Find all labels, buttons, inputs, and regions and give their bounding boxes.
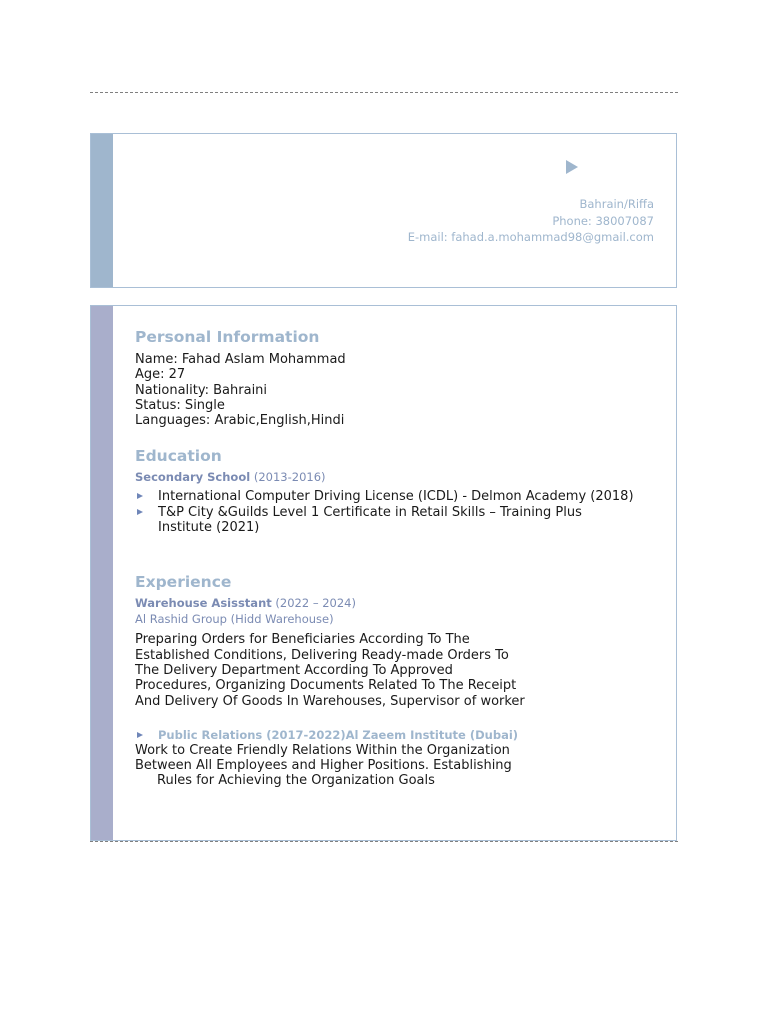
list-item <box>135 505 635 536</box>
main-content-box <box>90 305 677 841</box>
phone-text: Phone: 38007087 <box>552 213 654 228</box>
triangle-bullet-icon <box>137 493 143 499</box>
job1-desc-line: Procedures, Organizing Documents Related To The Receipt <box>135 678 517 694</box>
job1-company: Al Rashid Group (Hidd Warehouse) <box>135 612 334 627</box>
status-line: Status: Single <box>135 397 225 413</box>
triangle-bullet-icon <box>137 509 143 515</box>
job1-desc-line: And Delivery Of Goods In Warehouses, Supervisor of worker <box>135 693 525 709</box>
school-name: Secondary School <box>135 470 251 485</box>
languages-line: Languages: Arabic,English,Hindi <box>135 413 345 429</box>
education-item-text: International Computer Driving License (ICDL) - Delmon Academy (2018) <box>158 489 634 505</box>
top-dashed-divider <box>90 92 678 93</box>
personal-info-title: Personal Information <box>135 328 320 346</box>
job1-description <box>135 632 635 708</box>
nationality-line: Nationality: Bahraini <box>135 382 268 398</box>
location-text: Bahrain/Riffa <box>579 197 654 211</box>
list-item <box>135 489 635 504</box>
email-text: E-mail: fahad.a.mohammad98@gmail.com <box>407 230 654 244</box>
main-accent-bar <box>91 306 113 840</box>
job1-desc-line: Established Conditions, Delivering Ready-made Orders To <box>135 647 509 663</box>
job2-heading <box>135 728 635 743</box>
header-accent-bar <box>91 134 113 287</box>
job2-description <box>135 743 635 789</box>
triangle-bullet-icon <box>137 732 143 738</box>
job1-years: (2022 – 2024) <box>275 596 356 611</box>
education-item-text: T&P City &Guilds Level 1 Certificate in Retail Skills – Training Plus Institute (2021) <box>158 504 582 536</box>
job1-title: Warehouse Asisstant <box>135 596 272 611</box>
experience-title: Experience <box>135 573 232 592</box>
job1-desc-line: The Delivery Department According To Approved <box>135 662 453 678</box>
job1-heading <box>135 595 635 611</box>
education-list <box>135 489 635 535</box>
triangle-right-icon <box>566 160 578 174</box>
school-years: 2013-2016 <box>258 470 322 485</box>
job2-heading-text: Public Relations (2017-2022)Al Zaeem Institute (Dubai) <box>158 727 519 742</box>
job2-desc-line: Between All Employees and Higher Positions. Establishing <box>135 758 512 774</box>
age-line: Age: 27 <box>135 367 186 383</box>
name-line: Name: Fahad Aslam Mohammad <box>135 352 346 367</box>
contact-block <box>408 196 654 246</box>
education-title: Education <box>135 447 222 466</box>
header-box <box>90 133 677 288</box>
bottom-dashed-divider <box>90 841 678 842</box>
resume-content <box>135 328 635 789</box>
job2-desc-line: Rules for Achieving the Organization Goals <box>157 773 435 789</box>
job2-desc-line: Work to Create Friendly Relations Within the Organization <box>135 742 510 758</box>
job1-desc-line: Preparing Orders for Beneficiaries According To The <box>135 632 470 648</box>
school-line: Secondary School (2013-2016) <box>135 470 326 485</box>
personal-info-list <box>135 352 635 428</box>
